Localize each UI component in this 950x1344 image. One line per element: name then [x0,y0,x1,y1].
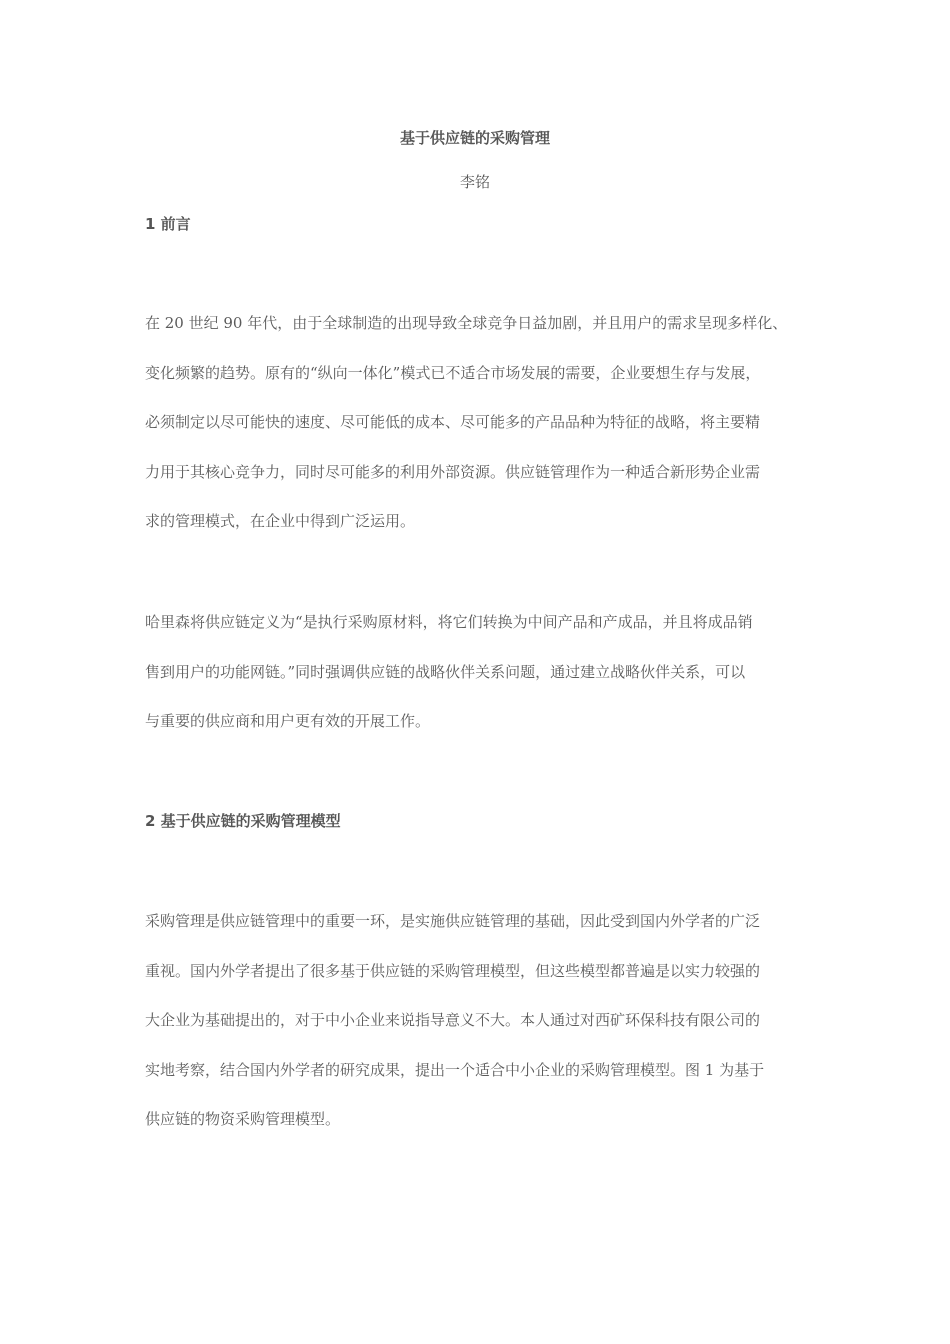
section-2-paragraph-1 [145,911,815,1159]
text-line: 实地考察，结合国内外学者的研究成果，提出一个适合中小企业的采购管理模型。图 1 为基于 [145,1060,765,1079]
text-line: 供应链的物资采购管理模型。 [145,1110,341,1128]
text-line: 哈里森将供应链定义为“是执行采购原材料，将它们转换为中间产品和产成品，并且将成品销 [145,613,753,631]
text-line: 大企业为基础提出的，对于中小企业来说指导意义不大。本人通过对西矿环保科技有限公司的 [145,1011,761,1029]
text-line: 与重要的供应商和用户更有效的开展工作。 [145,712,431,730]
document-title: 基于供应链的采购管理 [399,129,550,147]
text-line: 在 20 世纪 90 年代，由于全球制造的出现导致全球竞争日益加剧，并且用户的需求呈现多样化、 [145,314,788,332]
text-line: 采购管理是供应链管理中的重要一环，是实施供应链管理的基础，因此受到国内外学者的广泛 [145,912,761,930]
text-line: 力用于其核心竞争力，同时尽可能多的利用外部资源。供应链管理作为一种适合新形势企业需 [145,462,761,481]
text-line: 必须制定以尽可能快的速度、尽可能低的成本、尽可能多的产品品种为特征的战略，将主要精 [145,413,761,431]
text-line: 变化频繁的趋势。原有的“纵向一体化”模式已不适合市场发展的需要，企业要想生存与发展， [145,363,761,382]
section-1-paragraph-1 [145,313,815,561]
section-2-heading: 2 基于供应链的采购管理模型 [145,812,341,830]
text-line: 重视。国内外学者提出了很多基于供应链的采购管理模型，但这些模型都普遍是以实力较强的 [145,961,761,980]
section-1-heading: 1 前言 [145,215,191,233]
text-line: 售到用户的功能网链。”同时强调供应链的战略伙伴关系问题，通过建立战略伙伴关系，可以 [145,662,746,681]
section-1-paragraph-2 [145,612,815,761]
text-line: 求的管理模式，在企业中得到广泛运用。 [145,512,416,530]
document-author: 李铭 [459,173,490,191]
